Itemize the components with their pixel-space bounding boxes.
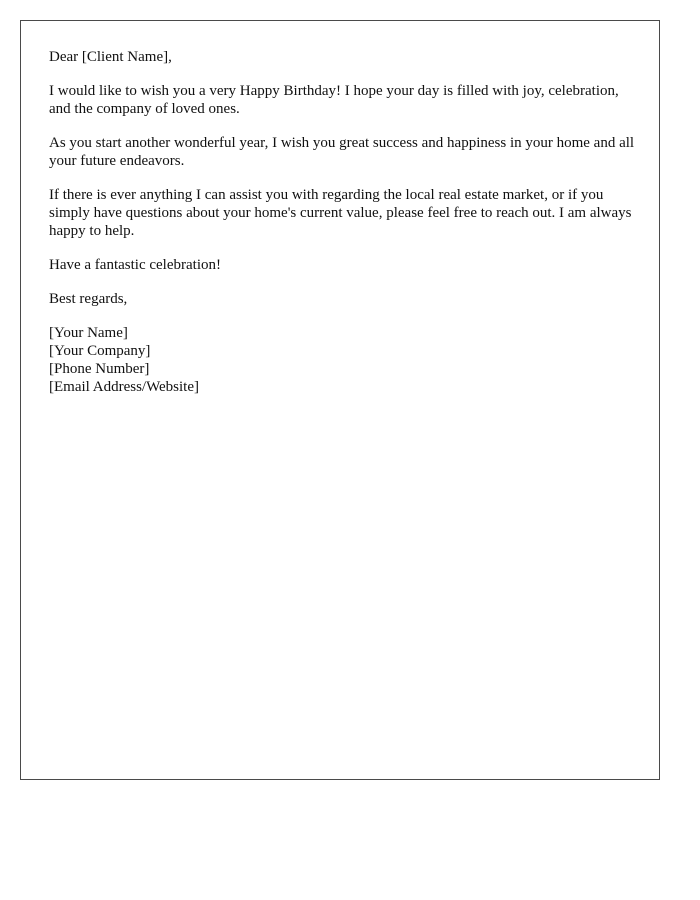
signature-name: [Your Name]	[49, 325, 128, 341]
signature-block	[49, 324, 639, 396]
letter-body	[49, 48, 639, 396]
paragraph-celebration: Have a fantastic celebration!	[49, 257, 221, 273]
paragraph-birthday-wish: I would like to wish you a very Happy Birthday! I hope your day is filled with joy, celebration, and the company of loved ones.	[49, 83, 619, 117]
letter-frame	[20, 20, 660, 780]
paragraph-success-wish: As you start another wonderful year, I wish you great success and happiness in your home and all your future endeavors.	[49, 135, 635, 169]
signature-contact: [Email Address/Website]	[49, 379, 200, 395]
paragraph-offer-help: If there is ever anything I can assist you with regarding the local real estate market, or if you simply have questions about your home's current value, please feel free to reach out. I am always happy to help.	[49, 187, 632, 239]
signature-phone: [Phone Number]	[49, 361, 150, 377]
salutation: Dear [Client Name],	[49, 49, 172, 65]
signature-company: [Your Company]	[49, 343, 151, 359]
closing: Best regards,	[49, 291, 128, 307]
